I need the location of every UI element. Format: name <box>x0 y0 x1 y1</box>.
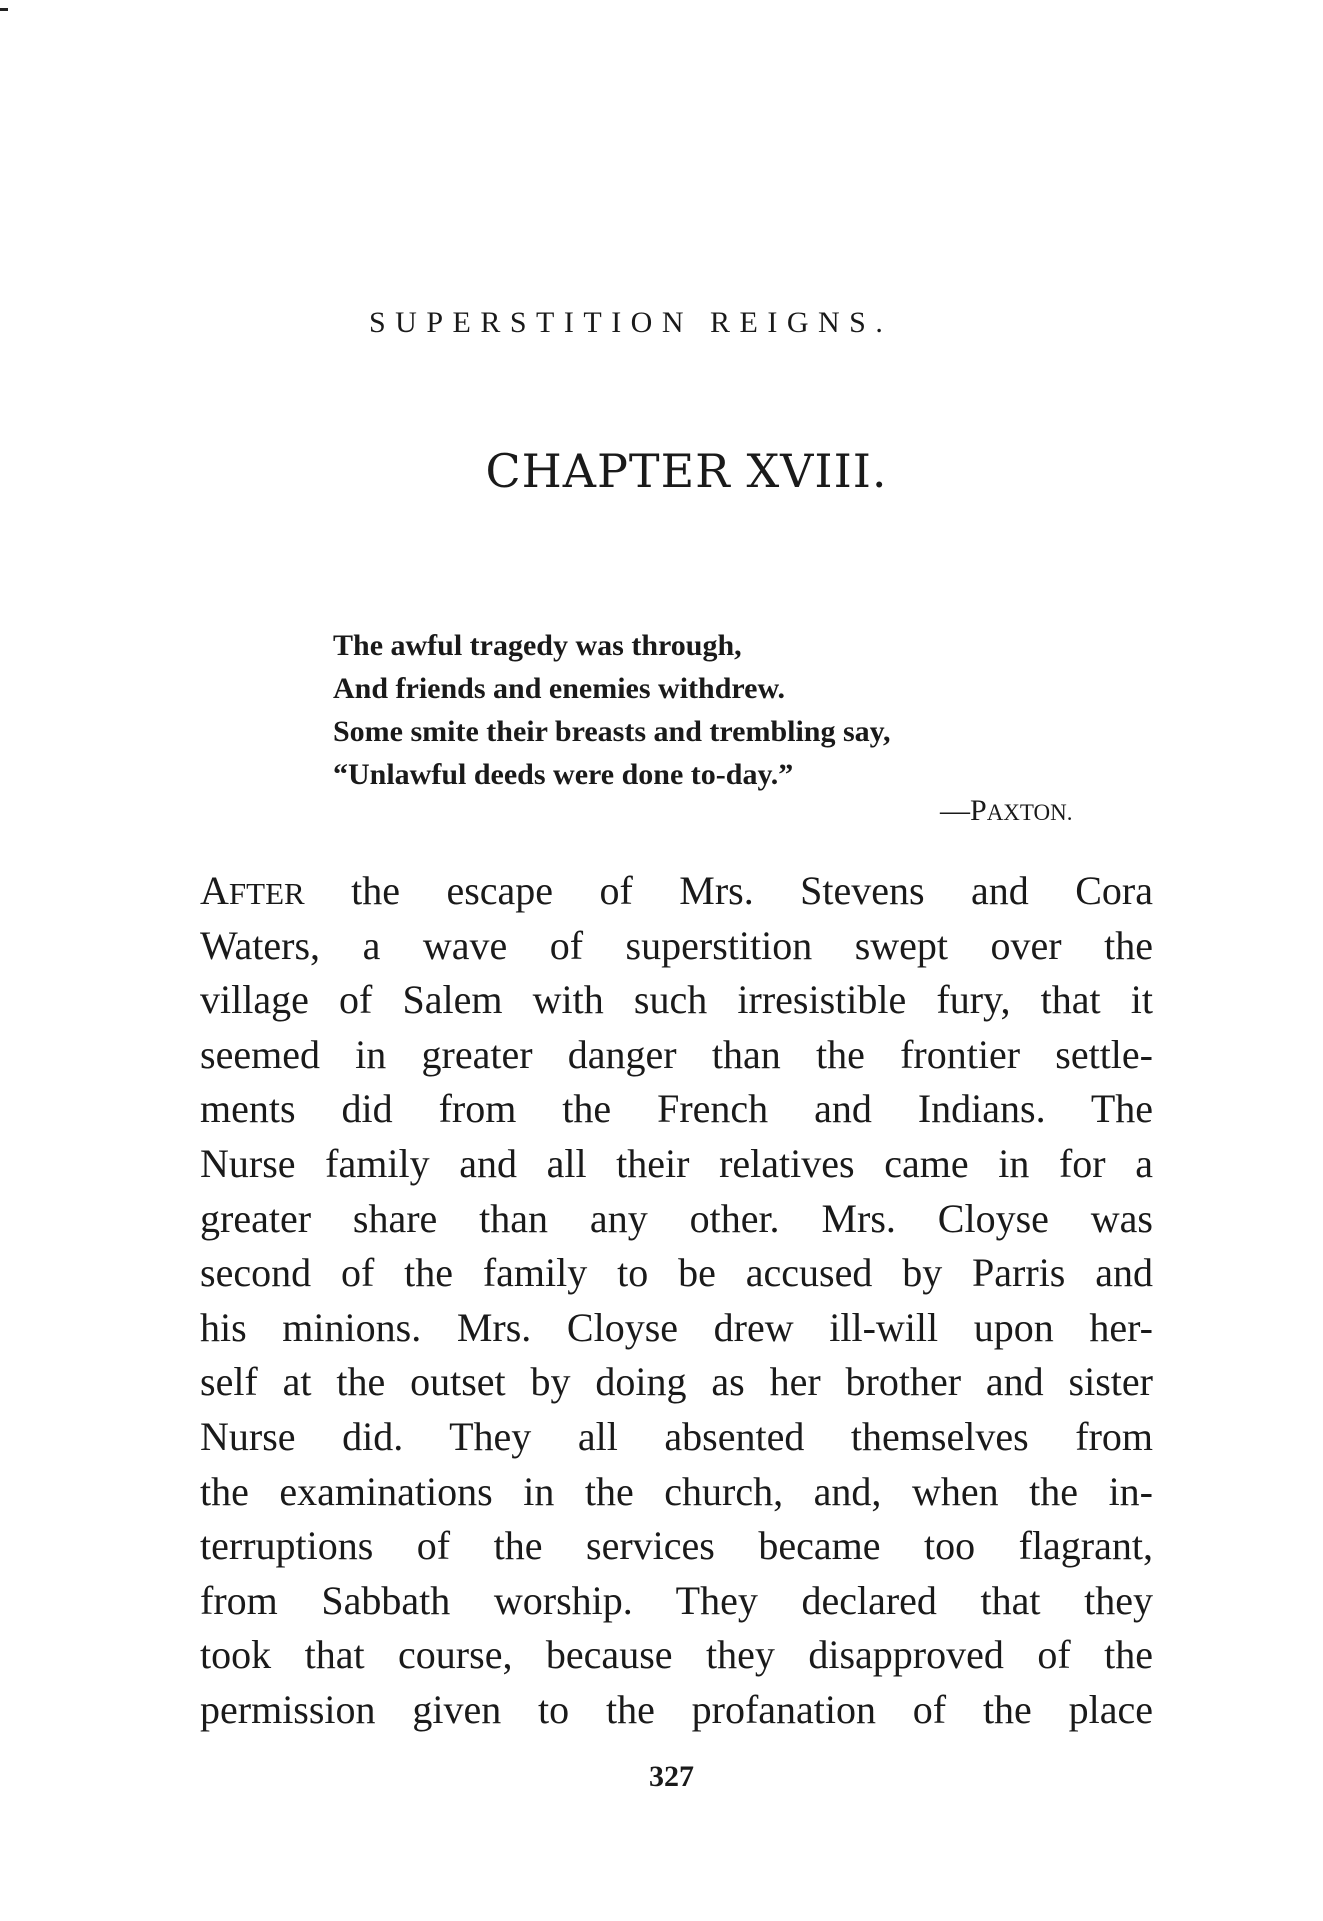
opening-word-rest: FTER <box>228 876 305 911</box>
body-line: permission given to the profanation of the place <box>200 1686 1153 1732</box>
epigraph <box>333 624 891 796</box>
epigraph-line: And friends and enemies withdrew. <box>333 672 785 705</box>
page-number: 327 <box>649 1760 694 1793</box>
body-line: his minions. Mrs. Cloyse drew ill-will upon her- <box>200 1304 1153 1350</box>
opening-word <box>200 868 305 913</box>
body-line: the examinations in the church, and, when the in- <box>200 1468 1153 1514</box>
body-line: terruptions of the services became too flagrant, <box>200 1523 1153 1569</box>
body-line: Waters, a wave of superstition swept over the <box>200 922 1153 968</box>
body-line-text: the escape of Mrs. Stevens and Cora <box>351 868 1153 913</box>
body-line: took that course, because they disapproved of the <box>200 1632 1153 1678</box>
epigraph-line: “Unlawful deeds were done to-day.” <box>333 758 794 791</box>
body-line: Nurse family and all their relatives came in for a <box>200 1140 1153 1186</box>
body-line: second of the family to be accused by Parris and <box>200 1250 1153 1296</box>
body-line: seemed in greater danger than the frontier settle- <box>200 1031 1153 1077</box>
body-line: self at the outset by doing as her brother and sister <box>200 1359 1153 1405</box>
chapter-subtitle: SUPERSTITION REIGNS. <box>369 306 893 339</box>
body-line <box>200 864 1153 919</box>
attribution-initial: —P <box>940 794 987 827</box>
body-text <box>200 864 1153 1738</box>
body-line: village of Salem with such irresistible fury, that it <box>200 977 1153 1023</box>
epigraph-attribution <box>940 794 1073 828</box>
body-line: from Sabbath worship. They declared that they <box>200 1577 1153 1623</box>
body-line: ments did from the French and Indians. The <box>200 1086 1153 1132</box>
epigraph-line: Some smite their breasts and trembling say, <box>333 715 891 748</box>
body-line: greater share than any other. Mrs. Cloyse was <box>200 1195 1153 1241</box>
epigraph-line: The awful tragedy was through, <box>333 629 742 662</box>
opening-word-initial: A <box>200 868 229 913</box>
body-line: Nurse did. They all absented themselves from <box>200 1413 1153 1459</box>
attribution-rest: AXTON. <box>986 800 1073 825</box>
chapter-title: CHAPTER XVIII. <box>485 444 888 498</box>
scan-edge-mark <box>0 8 8 11</box>
